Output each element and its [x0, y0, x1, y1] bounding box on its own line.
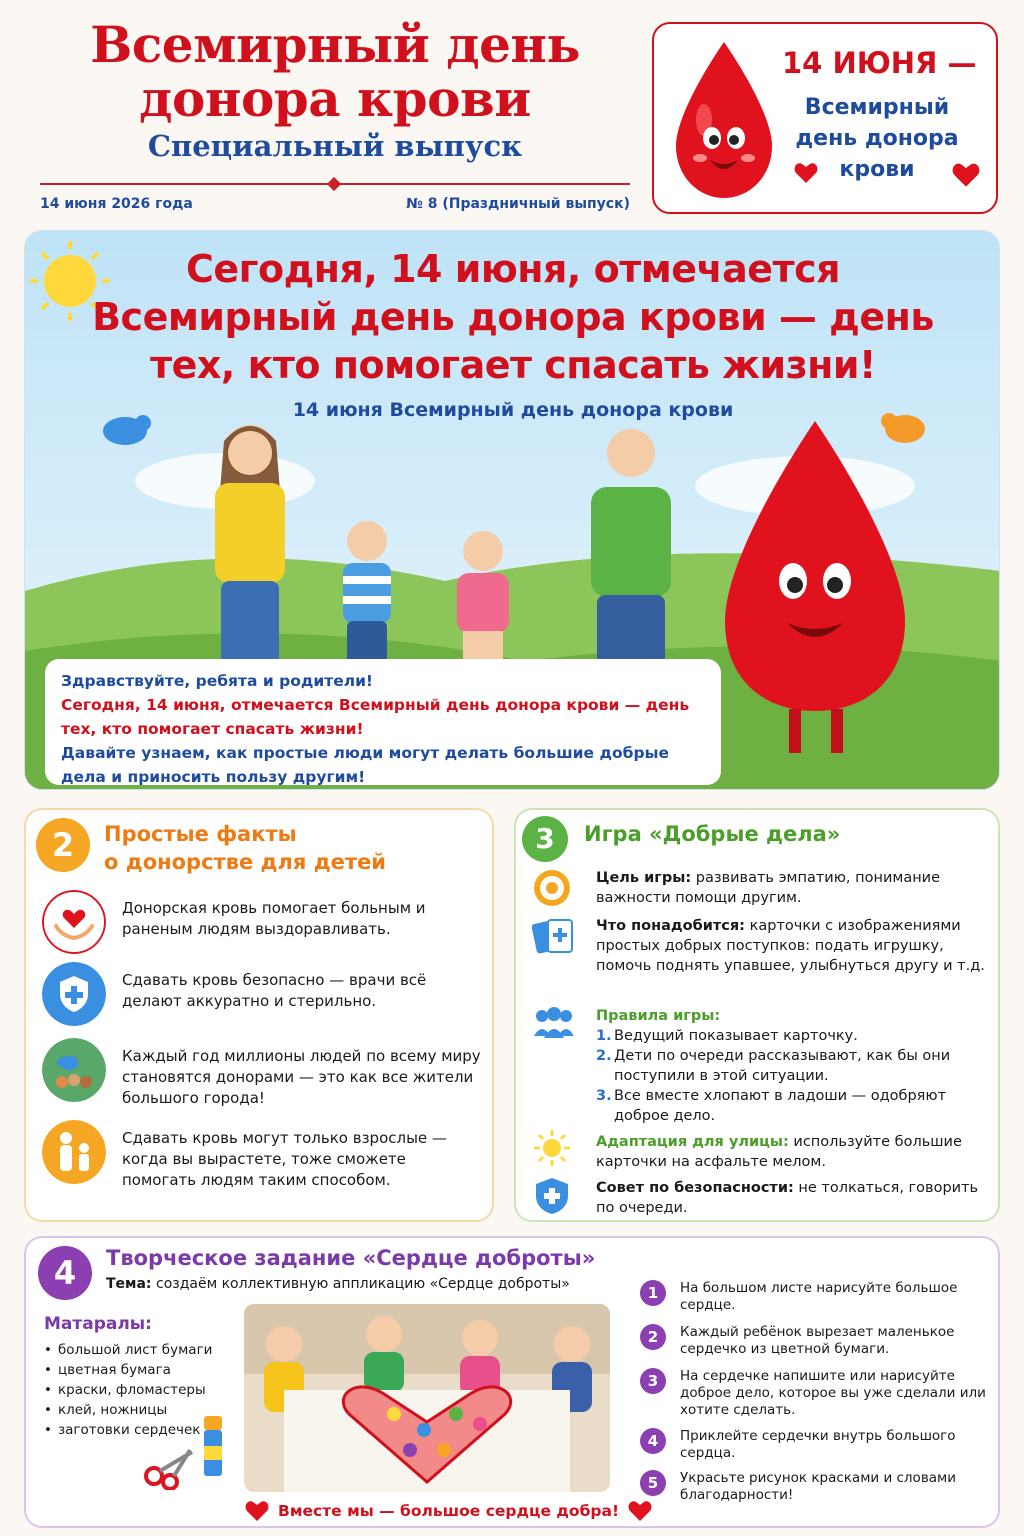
creative-title: Творческое задание «Сердце доброты» [106, 1246, 596, 1270]
hero-banner [24, 230, 1000, 790]
rules-list [596, 1026, 986, 1126]
rule-item [596, 1046, 986, 1086]
game-section [514, 808, 1000, 1222]
issue-date: 14 июня 2026 года [40, 196, 193, 212]
step-text: Каждый ребёнок вырезает маленькое сердечко из цветной бумаги. [680, 1324, 955, 1357]
adapt-text: используйте большие карточки на асфальте мелом. [596, 1134, 962, 1170]
children-craft-photo [244, 1304, 610, 1492]
step-number: 4 [640, 1428, 666, 1454]
shield-cross-icon [42, 962, 106, 1026]
material-item: • краски, фломастеры [44, 1380, 212, 1400]
badge-text: Всемирный день донора крови [795, 95, 959, 182]
page-title: Всемирный день донора крови [90, 15, 580, 128]
fact-text: Донорская кровь помогает больным и раненым людям выздоравливать. [122, 899, 426, 938]
sun-icon [532, 1128, 572, 1168]
facts-title-line2: о донорстве для детей [104, 850, 387, 874]
badge-date: 14 ИЮНЯ — [782, 46, 977, 80]
section-number-badge: 3 [522, 816, 568, 862]
scissors-icon [144, 1446, 196, 1490]
slogan [244, 1500, 664, 1522]
rules-label: Правила игры: [596, 1008, 721, 1024]
material-item: • цветная бумага [44, 1360, 212, 1380]
heart-icon [794, 162, 818, 184]
divider-diamond-icon [327, 177, 341, 191]
issue-number: № 8 (Праздничный выпуск) [406, 196, 630, 212]
greeting-text: Здравствуйте, ребята и родители! [61, 672, 373, 690]
shield-icon [532, 1176, 572, 1216]
game-title: Игра «Добрые дела» [584, 822, 841, 846]
material-item: • клей, ножницы [44, 1400, 212, 1420]
theme-label: Тема: [106, 1276, 152, 1292]
theme-text: создаём коллективную аппликацию «Сердце доброты» [156, 1276, 570, 1292]
creative-theme [106, 1276, 570, 1292]
step-text: На большом листе нарисуйте большое сердце. [680, 1280, 958, 1313]
invitation-text: Давайте узнаем, как простые люди могут делать большие добрые дела и приносить пользу другим! [61, 744, 670, 786]
heart-hands-icon [42, 890, 106, 954]
rule-item [596, 1026, 986, 1046]
rule-text: Все вместе хлопают в ладоши — одобряют доброе дело. [614, 1088, 947, 1124]
hero-headline: Сегодня, 14 июня, отмечается Всемирный день донора крови — день тех, кто помогает спасать жизни! [92, 247, 934, 387]
game-adaptation [596, 1132, 986, 1172]
group-icon [532, 1006, 576, 1042]
rule-number: 3. [596, 1088, 612, 1104]
facts-section [24, 808, 494, 1222]
cards-icon [532, 916, 576, 956]
step-number: 3 [640, 1368, 666, 1394]
section-number-badge: 2 [36, 818, 90, 872]
rule-number: 1. [596, 1028, 612, 1044]
goal-text: развивать эмпатию, понимание важности помощи другим. [596, 870, 941, 906]
blood-drop-mascot-icon [668, 38, 780, 202]
fact-text: Сдавать кровь могут только взрослые — когда вы вырастете, тоже сможете помогать людям таким способом. [122, 1129, 447, 1189]
step-text: Приклейте сердечки внутрь большого сердца. [680, 1428, 956, 1461]
step-text: Украсьте рисунок красками и словами благодарности! [680, 1470, 957, 1503]
globe-people-icon [42, 1038, 106, 1102]
goal-label: Цель игры: [596, 870, 692, 886]
need-label: Что понадобится: [596, 918, 745, 934]
announcement-text: Сегодня, 14 июня, отмечается Всемирный день донора крови — день тех, кто помогает спасать жизни! [61, 696, 690, 738]
safety-label: Совет по безопасности: [596, 1180, 794, 1196]
issue-meta [40, 196, 630, 212]
slogan-text: Вместе мы — большое сердце добра! [278, 1502, 620, 1520]
date-badge [652, 22, 998, 214]
fact-text: Каждый год миллионы людей по всему миру становятся донорами — это как все жители большого города! [122, 1047, 481, 1107]
rule-number: 2. [596, 1048, 612, 1064]
game-goal [596, 868, 986, 908]
adapt-label: Адаптация для улицы: [596, 1134, 789, 1150]
greeting-box [45, 659, 721, 785]
adult-child-icon [42, 1120, 106, 1184]
heart-icon [952, 162, 980, 188]
materials-list [44, 1340, 212, 1440]
heart-icon [244, 1500, 270, 1522]
materials-title: Матаралы: [44, 1314, 152, 1334]
fact-text: Сдавать кровь безопасно — врачи всё делают аккуратно и стерильно. [122, 971, 427, 1010]
facts-title-line1: Простые факты [104, 822, 297, 846]
step-number: 1 [640, 1280, 666, 1306]
rule-text: Ведущий показывает карточку. [614, 1028, 858, 1044]
section-number-badge: 4 [38, 1246, 92, 1300]
need-text: карточки с изображениями простых добрых поступков: подать игрушку, помочь поднять упавшее, улыбнуться другу и т.д. [596, 918, 985, 974]
game-rules [596, 1006, 986, 1126]
rule-text: Дети по очереди рассказывают, как бы они поступили в этой ситуации. [614, 1048, 951, 1084]
safety-text: не толкаться, говорить по очереди. [596, 1180, 979, 1216]
game-needs [596, 916, 986, 976]
heart-icon [627, 1500, 653, 1522]
masthead [40, 15, 630, 212]
rule-item [596, 1086, 986, 1126]
facts-title [104, 820, 386, 876]
step-number: 2 [640, 1324, 666, 1350]
step-text: На сердечке напишите или нарисуйте доброе дело, которое вы уже сделали или хотите сделать. [680, 1368, 986, 1418]
material-item: • заготовки сердечек [44, 1420, 212, 1440]
hero-caption: 14 июня Всемирный день донора крови [292, 399, 734, 421]
step-number: 5 [640, 1470, 666, 1496]
material-item: • большой лист бумаги [44, 1340, 212, 1360]
game-safety [596, 1178, 986, 1218]
glue-stick-icon [202, 1416, 224, 1478]
page-subtitle: Специальный выпуск [147, 129, 523, 163]
creative-section [24, 1236, 1000, 1528]
target-icon [532, 868, 572, 908]
